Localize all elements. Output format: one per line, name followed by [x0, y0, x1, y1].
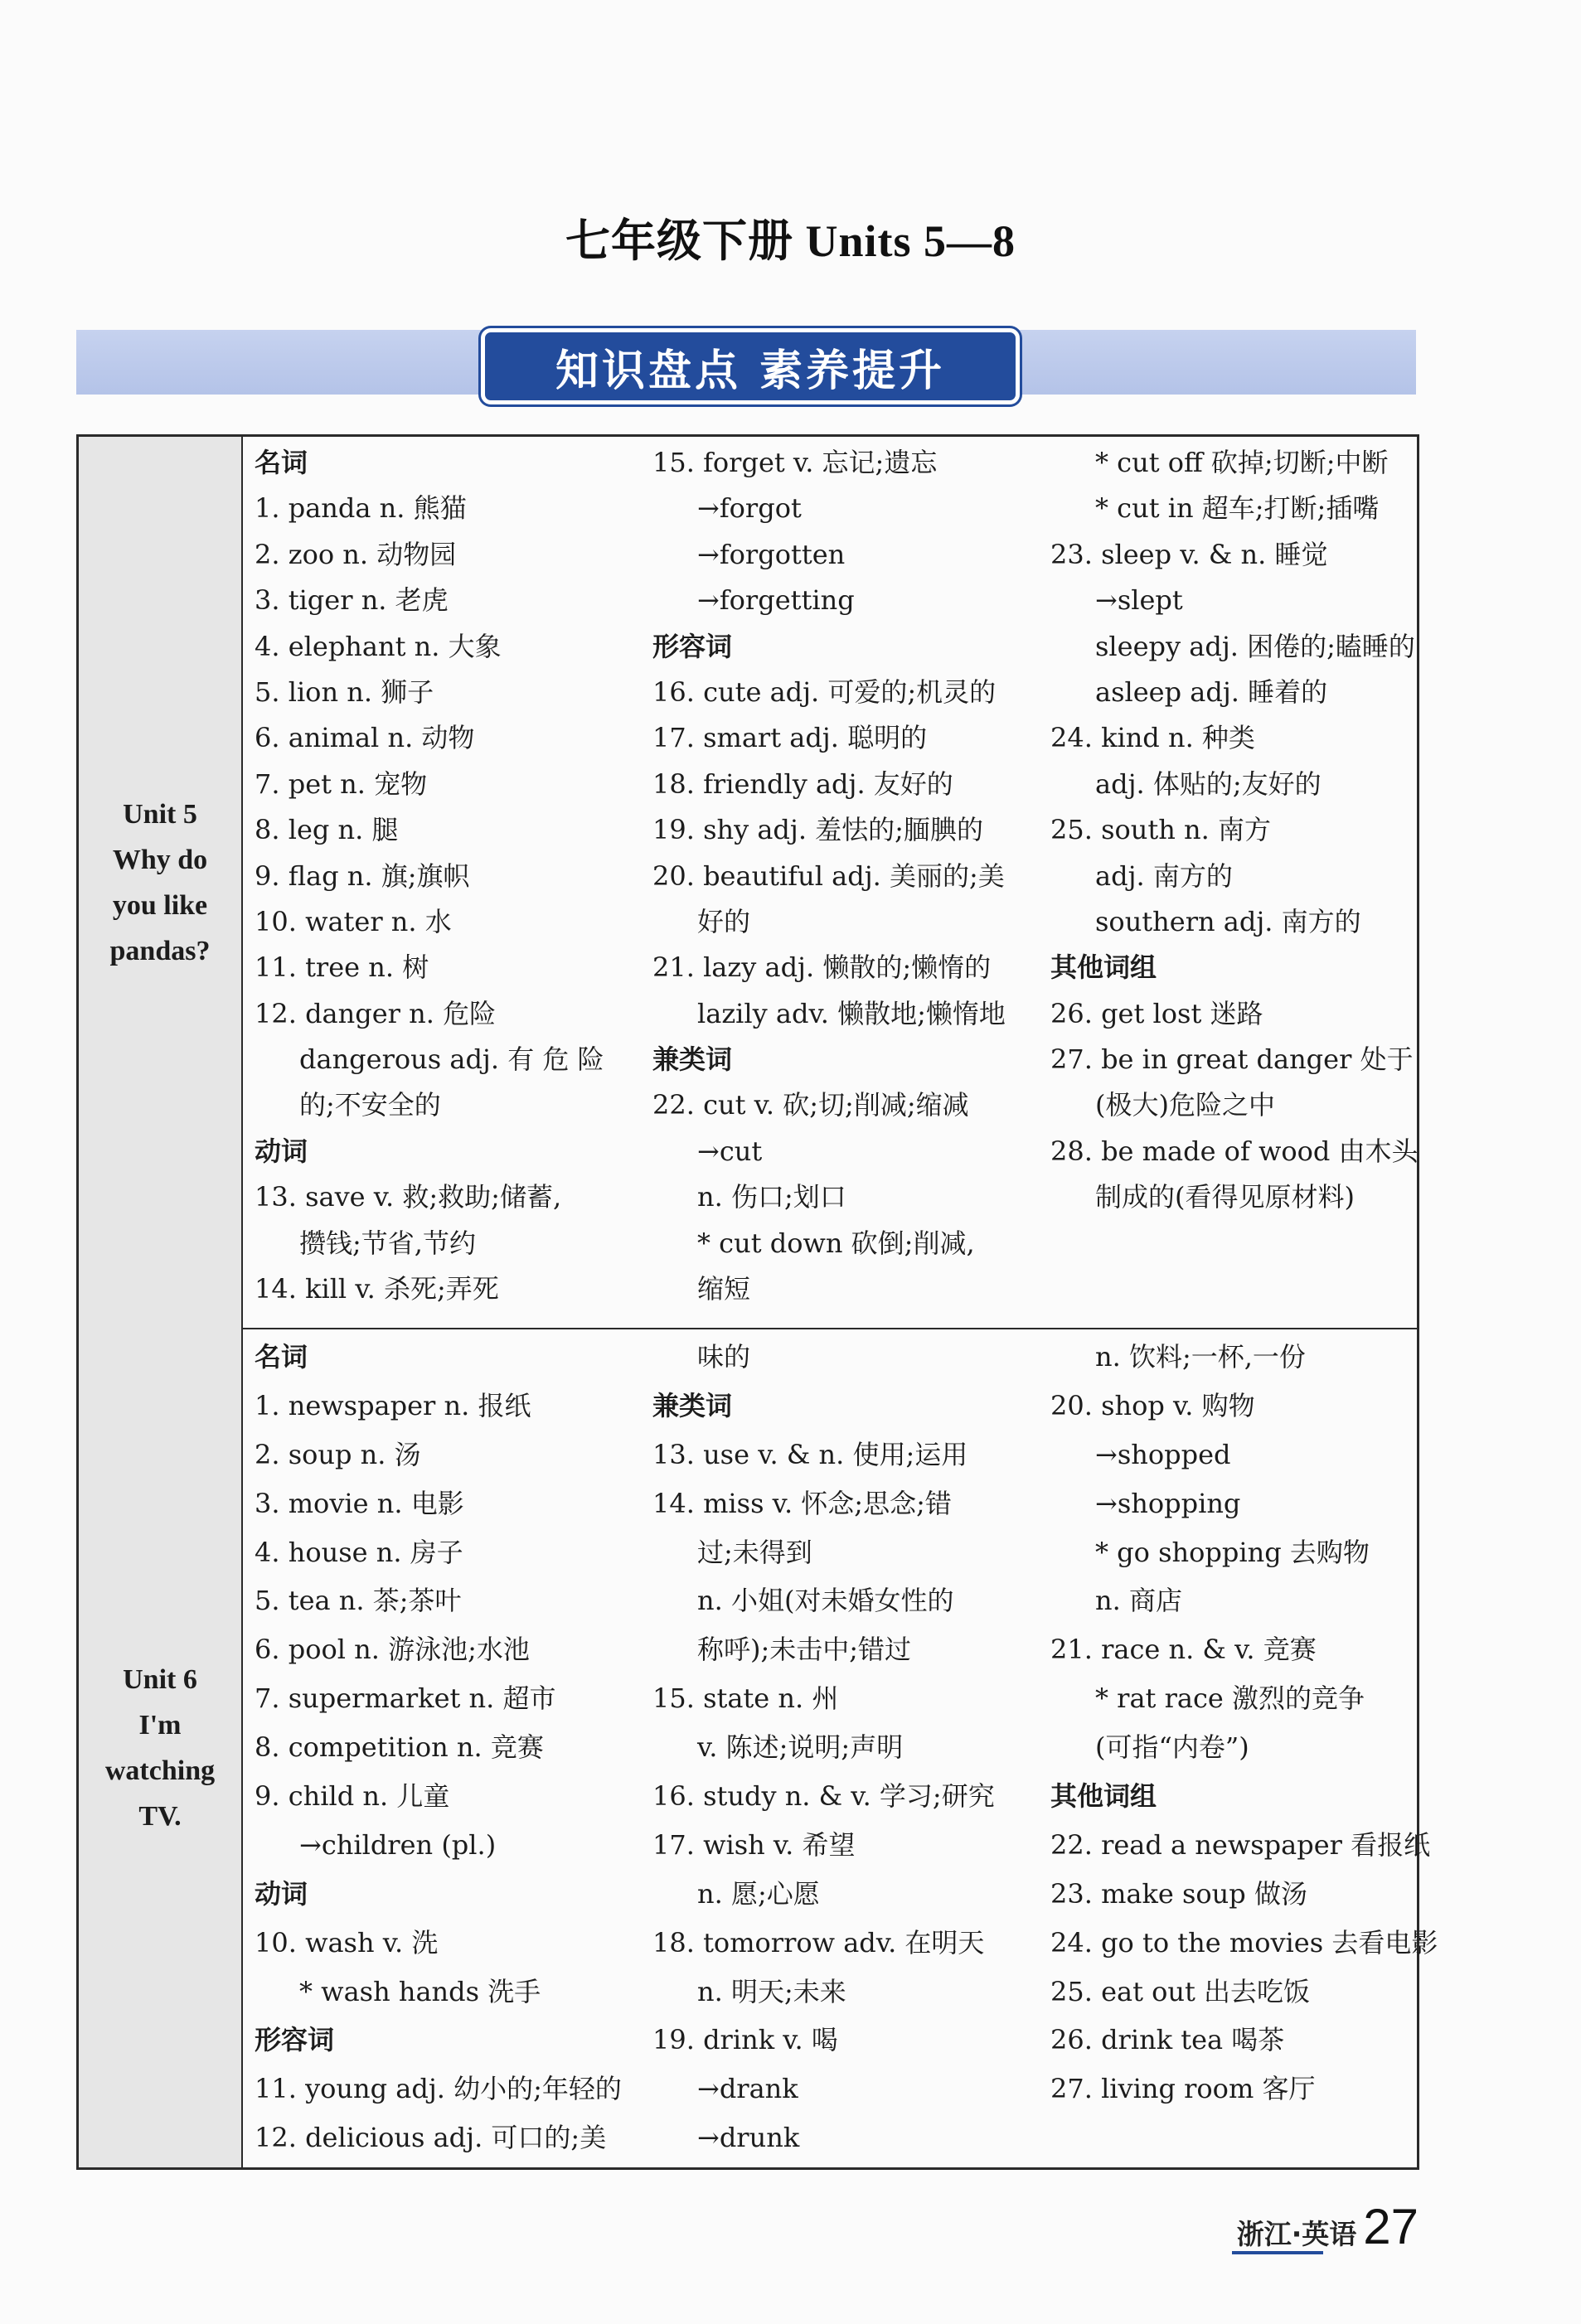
vocab-subline: adj. 南方的 [1095, 859, 1233, 892]
footer-region: 浙江·英语 [1236, 2218, 1357, 2250]
vocab-entry: 17. smart adj. 聪明的 [652, 722, 928, 754]
vocab-column [1050, 440, 1419, 1221]
category-heading: 形容词 [652, 630, 733, 662]
vocab-subline: 攒钱;节省,节约 [299, 1227, 476, 1259]
vocab-column [255, 1333, 636, 2162]
vocab-subline: (可指“内卷”) [1095, 1731, 1249, 1764]
vocab-column [652, 1333, 1050, 2162]
unit-label [79, 437, 243, 1328]
page-footer [1237, 2198, 1419, 2255]
unit-label-line: I'm [138, 1709, 182, 1741]
vocab-subline: sleepy adj. 困倦的;瞌睡的 [1095, 630, 1415, 662]
vocab-entry: 7. supermarket n. 超市 [255, 1682, 556, 1715]
vocab-entry: 3. tiger n. 老虎 [255, 584, 449, 617]
vocab-subline: dangerous adj. 有 危 险 [299, 1043, 604, 1076]
vocab-subline: →shopped [1095, 1438, 1231, 1470]
vocab-entry: 19. shy adj. 羞怯的;腼腆的 [652, 814, 983, 846]
vocab-entry: 2. soup n. 汤 [255, 1438, 421, 1470]
vocab-subline: →shopping [1095, 1487, 1241, 1519]
vocab-entry: 9. child n. 儿童 [255, 1780, 450, 1813]
vocab-subline: n. 明天;未来 [697, 1975, 846, 2007]
unit-label-line: Unit 6 [123, 1663, 197, 1695]
vocab-subline: * wash hands 洗手 [299, 1975, 541, 2007]
vocab-entry: 20. beautiful adj. 美丽的;美 [652, 859, 1005, 892]
vocab-entry: 2. zoo n. 动物园 [255, 538, 457, 570]
unit-label-line: Why do [112, 844, 208, 875]
vocab-entry: 3. movie n. 电影 [255, 1487, 464, 1519]
vocab-subline: n. 小姐(对未婚女性的 [697, 1585, 954, 1617]
unit-label-line: pandas? [109, 935, 211, 966]
vocab-entry: 15. forget v. 忘记;遗忘 [652, 447, 938, 478]
category-heading: 兼类词 [652, 1043, 733, 1076]
vocab-subline: 过;未得到 [697, 1536, 812, 1568]
vocab-entry: 24. kind n. 种类 [1050, 722, 1255, 754]
vocab-entry: 18. tomorrow adv. 在明天 [652, 1926, 985, 1958]
vocab-subline: v. 陈述;说明;声明 [697, 1731, 904, 1764]
vocab-subline: 味的 [697, 1341, 751, 1373]
unit-row [79, 437, 1417, 1329]
vocab-subline: n. 饮料;一杯,一份 [1095, 1341, 1306, 1373]
vocab-subline: * go shopping 去购物 [1095, 1536, 1370, 1568]
vocab-subline: * rat race 激烈的竞争 [1095, 1682, 1365, 1715]
unit-row [79, 1328, 1438, 2167]
vocab-entry: 12. danger n. 危险 [255, 997, 497, 1029]
vocab-entry: 6. pool n. 游泳池;水池 [255, 1634, 530, 1666]
vocab-entry: 19. drink v. 喝 [652, 2024, 838, 2056]
vocab-subline: * cut down 砍倒;削减, [697, 1227, 975, 1259]
page-number: 27 [1363, 2199, 1419, 2254]
category-heading: 其他词组 [1050, 1780, 1157, 1813]
vocab-entry: 9. flag n. 旗;旗帜 [255, 859, 470, 892]
vocab-entry: 7. pet n. 宠物 [255, 767, 428, 800]
vocab-subline: n. 伤口;划口 [697, 1181, 846, 1213]
vocab-entry: 21. race n. & v. 竞赛 [1050, 1634, 1317, 1666]
vocab-subline: 的;不安全的 [299, 1089, 441, 1121]
vocab-entry: 4. elephant n. 大象 [255, 630, 502, 662]
vocab-entry: 23. sleep v. & n. 睡觉 [1050, 538, 1328, 570]
vocab-subline: * cut in 超车;打断;插嘴 [1095, 492, 1380, 525]
vocab-subline: →forgetting [697, 584, 855, 617]
vocab-entry: 22. read a newspaper 看报纸 [1050, 1828, 1431, 1861]
vocab-entry: 21. lazy adj. 懒散的;懒惰的 [652, 951, 992, 984]
vocab-subline: →children (pl.) [299, 1828, 497, 1861]
vocab-subline: →slept [1095, 584, 1183, 617]
footer-rule [1232, 2251, 1323, 2254]
vocab-subline: →cut [697, 1135, 763, 1167]
vocab-entry: 27. be in great danger 处于 [1050, 1043, 1414, 1076]
section-banner: 知识盘点 素养提升 [481, 328, 1020, 404]
vocab-entry: 10. water n. 水 [255, 905, 452, 937]
vocab-entry: 16. study n. & v. 学习;研究 [652, 1780, 995, 1813]
vocab-entry: 5. tea n. 茶;茶叶 [255, 1585, 462, 1617]
vocab-entry: 26. get lost 迷路 [1050, 997, 1263, 1029]
vocab-subline: n. 愿;心愿 [697, 1877, 820, 1910]
vocab-entry: 5. lion n. 狮子 [255, 675, 434, 708]
vocab-entry: 14. miss v. 怀念;思念;错 [652, 1487, 952, 1519]
vocab-entry: 18. friendly adj. 友好的 [652, 767, 953, 800]
vocab-subline: →drank [697, 2073, 798, 2105]
vocab-entry: 25. south n. 南方 [1050, 814, 1271, 846]
vocab-entry: 14. kill v. 杀死;弄死 [255, 1273, 499, 1305]
vocab-subline: 制成的(看得见原材料) [1095, 1181, 1355, 1213]
vocab-subline: 称呼);未击中;错过 [697, 1634, 912, 1666]
vocab-entry: 13. save v. 救;救助;储蓄, [255, 1181, 562, 1213]
vocab-subline: adj. 体贴的;友好的 [1095, 767, 1322, 800]
vocab-column [255, 440, 636, 1312]
vocab-entry: 1. newspaper n. 报纸 [255, 1389, 531, 1421]
vocab-entry: 8. leg n. 腿 [255, 814, 399, 846]
vocab-entry: 27. living room 客厅 [1050, 2073, 1316, 2105]
category-heading: 动词 [255, 1877, 308, 1910]
vocab-entry: 17. wish v. 希望 [652, 1828, 856, 1861]
vocab-subline: southern adj. 南方的 [1095, 905, 1361, 937]
vocab-subline: lazily adv. 懒散地;懒惰地 [697, 997, 1006, 1029]
vocab-entry: 25. eat out 出去吃饭 [1050, 1975, 1311, 2007]
unit-label-line: you like [112, 889, 208, 921]
vocab-entry: 1. panda n. 熊猫 [255, 492, 467, 525]
vocab-subline: 好的 [697, 905, 751, 937]
vocab-column [1050, 1333, 1438, 2113]
vocab-entry: 11. tree n. 树 [255, 951, 429, 984]
vocab-subline: →drunk [697, 2122, 800, 2154]
vocab-entry: 22. cut v. 砍;切;削减;缩减 [652, 1089, 969, 1121]
vocab-subline: asleep adj. 睡着的 [1095, 675, 1328, 708]
vocab-entry: 8. competition n. 竞赛 [255, 1731, 544, 1764]
unit-label-line: Unit 5 [123, 798, 197, 830]
category-heading: 名词 [255, 447, 308, 478]
category-heading: 形容词 [255, 2024, 335, 2056]
vocab-entry: 13. use v. & n. 使用;运用 [652, 1438, 968, 1470]
vocab-subline: 缩短 [697, 1273, 751, 1305]
unit-label-line: TV. [138, 1800, 182, 1832]
vocab-entry: 26. drink tea 喝茶 [1050, 2024, 1285, 2056]
vocabulary-table [76, 434, 1438, 2170]
vocab-entry: 10. wash v. 洗 [255, 1926, 439, 1958]
category-heading: 其他词组 [1050, 951, 1157, 984]
category-heading: 动词 [255, 1135, 308, 1167]
unit-label [79, 1328, 243, 2167]
vocab-subline: * cut off 砍掉;切断;中断 [1095, 447, 1389, 478]
vocab-subline: (极大)危险之中 [1095, 1089, 1275, 1121]
vocab-subline: →forgotten [697, 538, 846, 570]
vocab-entry: 20. shop v. 购物 [1050, 1389, 1255, 1421]
vocab-entry: 16. cute adj. 可爱的;机灵的 [652, 675, 997, 708]
vocab-column [652, 440, 1050, 1312]
vocab-subline: →forgot [697, 492, 802, 525]
vocab-entry: 23. make soup 做汤 [1050, 1877, 1307, 1910]
unit-label-line: watching [104, 1755, 216, 1786]
vocab-subline: n. 商店 [1095, 1585, 1182, 1617]
category-heading: 名词 [255, 1341, 308, 1373]
vocab-entry: 24. go to the movies 去看电影 [1050, 1926, 1438, 1958]
vocab-entry: 11. young adj. 幼小的;年轻的 [255, 2073, 622, 2105]
page-title: 七年级下册 Units 5—8 [565, 216, 1016, 266]
vocab-entry: 12. delicious adj. 可口的;美 [255, 2122, 607, 2154]
category-heading: 兼类词 [652, 1389, 733, 1421]
vocab-entry: 4. house n. 房子 [255, 1536, 463, 1568]
vocab-entry: 15. state n. 州 [652, 1682, 839, 1715]
vocab-entry: 6. animal n. 动物 [255, 722, 475, 754]
vocab-entry: 28. be made of wood 由木头 [1050, 1135, 1419, 1167]
